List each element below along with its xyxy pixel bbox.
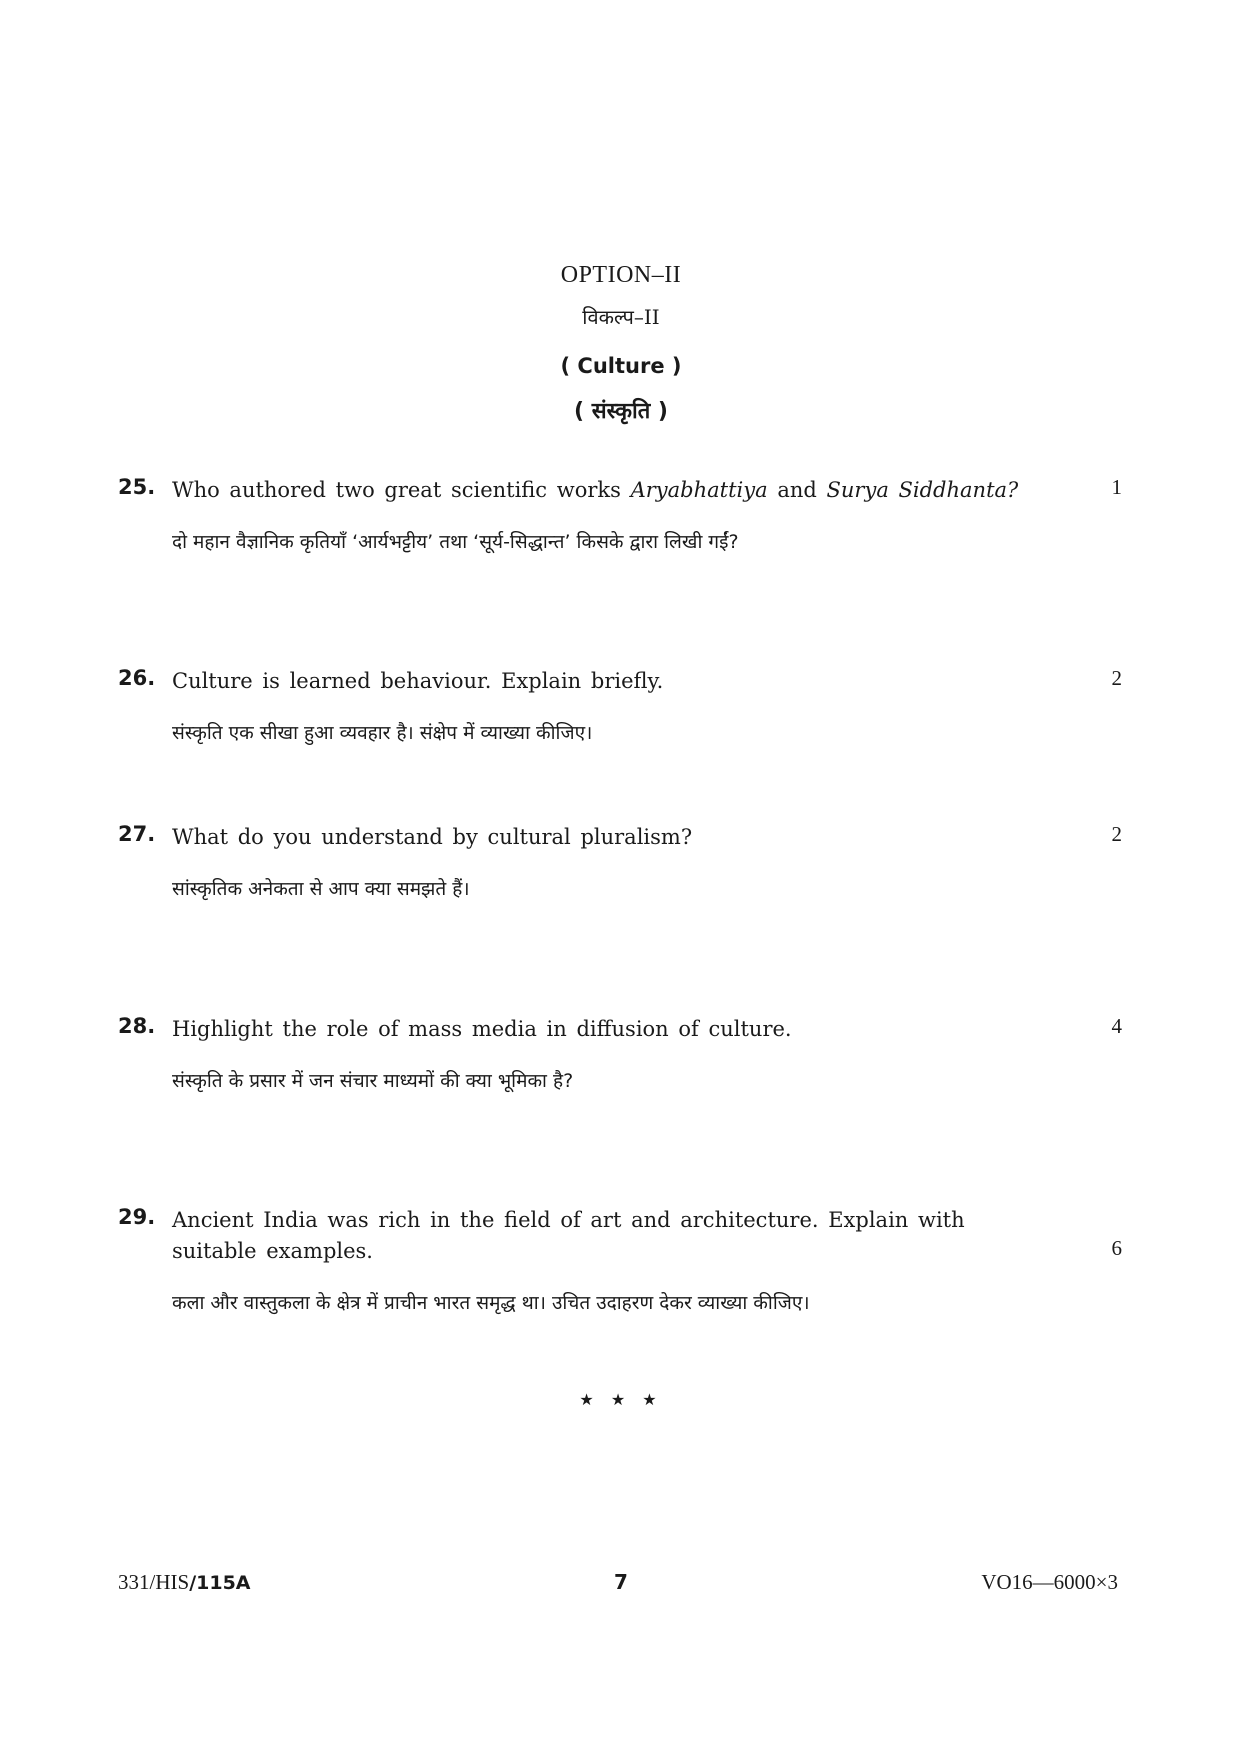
question-text: Highlight the role of mass media in diffusion of culture. [172,1017,792,1041]
question-number: 29. [118,1205,156,1229]
question-number: 28. [118,1014,156,1038]
question-text-hindi: दो महान वैज्ञानिक कृतियाँ ‘आर्यभट्टीय’ तथा ‘सूर्य-सिद्धान्त’ किसके द्वारा लिखी गईं? [172,531,739,553]
question-marks: 2 [1111,822,1122,846]
question-text-hindi: कला और वास्तुकला के क्षेत्र में प्राचीन भारत समृद्ध था। उचित उदाहरण देकर व्याख्या कीजिए। [172,1292,810,1314]
section-title-hindi: ( संस्कृति ) [574,399,668,424]
paper-code: 331/HIS/115A [118,1570,251,1594]
question-number: 27. [118,822,156,846]
end-marker: ★ ★ ★ [579,1390,663,1409]
question-text: Who authored two great scientific works Aryabhattiya and Surya Siddhanta? [172,478,1019,502]
option-heading: OPTION–II [560,262,682,288]
print-code: VO16—6000×3 [981,1570,1118,1594]
question-text-hindi: संस्कृति के प्रसार में जन संचार माध्यमों की क्या भूमिका है? [172,1070,574,1092]
question-text: What do you understand by cultural pluralism? [172,825,693,849]
question-text-hindi: संस्कृति एक सीखा हुआ व्यवहार है। संक्षेप में व्याख्या कीजिए। [172,722,593,744]
question-marks: 1 [1111,475,1122,499]
question-marks: 4 [1111,1014,1122,1038]
option-heading-hindi: विकल्प–II [582,305,660,329]
section-title: ( Culture ) [560,354,682,378]
question-text: Ancient India was rich in the field of art and architecture. Explain with suitable examples. [172,1208,965,1263]
question-marks: 6 [1111,1236,1122,1260]
question-text-hindi: सांस्कृतिक अनेकता से आप क्या समझते हैं। [172,878,470,900]
page-number: 7 [614,1570,628,1594]
question-number: 26. [118,666,156,690]
question-number: 25. [118,475,156,499]
question-text: Culture is learned behaviour. Explain briefly. [172,669,664,693]
question-marks: 2 [1111,666,1122,690]
